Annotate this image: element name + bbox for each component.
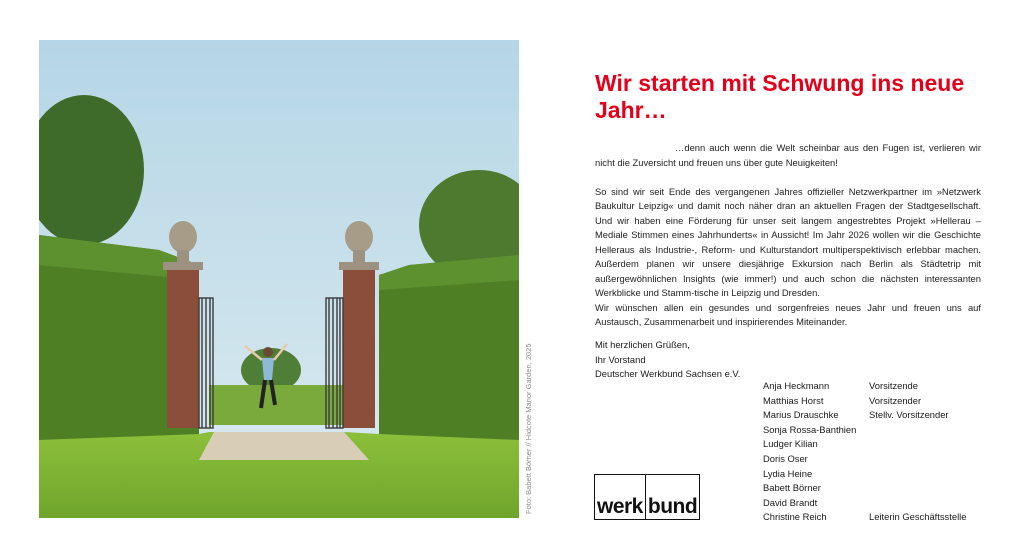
member-role: Stellv. Vorsitzender (869, 409, 949, 421)
board-member (763, 452, 966, 467)
member-name: Babett Börner (763, 482, 821, 494)
member-name: Doris Oser (763, 452, 808, 464)
body-text (595, 141, 981, 330)
member-name: Anja Heckmann (763, 380, 830, 391)
board-member (763, 379, 966, 394)
board-member (763, 467, 966, 482)
member-role: Leiterin Geschäftsstelle (869, 511, 967, 523)
board-member (763, 496, 966, 511)
member-role: Vorsitzende (869, 380, 918, 391)
member-name: Matthias Horst (763, 394, 824, 406)
board-member (763, 510, 966, 525)
member-name: Marius Drauschke (763, 409, 839, 421)
news-paragraph: So sind wir seit Ende des vergangenen Jahres offizieller Netzwerkpartner im »Netzwerk Baukultur Leipzig« und damit noch näher dran an aktuellen Fragen der Stadtgesellschaft. Und wir haben eine Förderung für unser seit langem angestrebtes Projekt »Hellerau – Mediale Stimmen eines Jahrhunderts« in Aussicht! Im Jahr 2026 wollen wir die Geschichte Helleraus als Industrie-, Reform- und Kulturstandort multiperspektivisch erlebbar machen. Außerdem planen wir unsere diesjährige Exkursion nach Berlin als Städtetrip mit außergewöhnlichen Insights (wie immer!) und auch schon die nächsten interessanten Werkblicke und Stamm-tische in Leipzig und Dresden. (595, 185, 981, 298)
intro-paragraph: …denn auch wenn die Welt scheinbar aus den Fugen ist, verlieren wir nicht die Zuversicht und freuen uns über gute Neuigkeiten! (595, 142, 981, 168)
werkbund-logo (594, 474, 700, 520)
signoff: Ihr Vorstand (595, 353, 646, 365)
member-name: Ludger Kilian (763, 438, 818, 450)
board-member (763, 437, 966, 452)
closing-block (595, 338, 740, 382)
member-name: Christine Reich (763, 511, 827, 523)
photo-credit (524, 343, 538, 528)
board-member (763, 481, 966, 496)
board-member (763, 394, 966, 409)
greeting: Mit herzlichen Grüßen, (595, 339, 690, 350)
logo-part-bund: bund (645, 475, 699, 519)
garden-illustration (39, 40, 519, 518)
garden-photo (39, 40, 519, 518)
member-name: David Brandt (763, 496, 818, 508)
member-name: Lydia Heine (763, 467, 813, 479)
photo-credit-text: Foto: Babett Börner // Hidcote Manor Garden, 2025 (524, 343, 533, 514)
board-member (763, 423, 966, 438)
wishes-paragraph: Wir wünschen allen ein gesundes und sorgenfreies neues Jahr und freuen uns auf Austausch, Zusammenarbeit und inspirierendes Miteinander. (595, 301, 981, 327)
board-member (763, 408, 966, 423)
organization: Deutscher Werkbund Sachsen e.V. (595, 368, 741, 379)
member-name: Sonja Rossa-Banthien (763, 423, 857, 435)
page-title: Wir starten mit Schwung ins neue Jahr… (595, 70, 965, 123)
board-list (763, 379, 966, 525)
member-role: Vorsitzender (869, 394, 922, 406)
logo-part-werk: werk (597, 495, 643, 518)
